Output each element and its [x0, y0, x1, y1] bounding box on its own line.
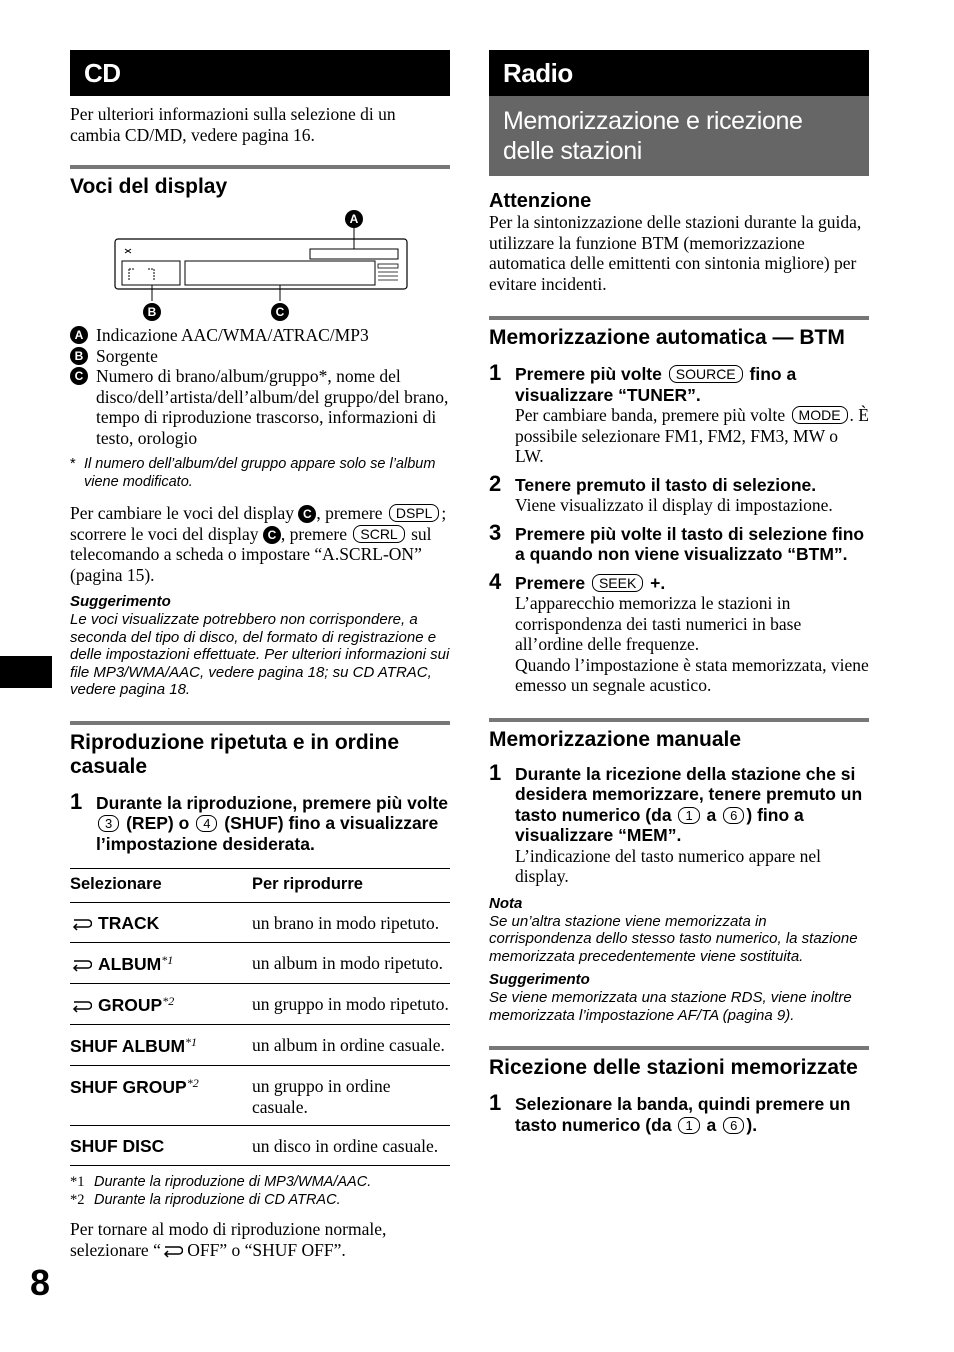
select-label: GROUP — [98, 995, 163, 1015]
footnote-mark: *1 — [70, 1174, 85, 1190]
step-number: 1 — [489, 360, 502, 385]
table-row — [70, 1126, 450, 1166]
step-heading — [515, 573, 869, 594]
callout-c: C — [271, 303, 289, 321]
auto-step-3 — [489, 519, 869, 565]
step-text: (REP) o — [126, 813, 190, 833]
play-cell: un gruppo in modo ripetuto. — [252, 984, 450, 1025]
step-body-text: . È possibile selezionare FM1, FM2, FM3, MW o LW. — [515, 405, 869, 466]
display-heading: Voci del display — [70, 165, 450, 199]
note-title: Nota — [489, 894, 523, 912]
step-heading: Tenere premuto il tasto di selezione. — [515, 474, 817, 495]
auto-step-2 — [489, 470, 869, 516]
left-column — [70, 50, 450, 1260]
step-text: Durante la ricezione della stazione che si desidera memorizzare, tenere premuto un tasto numerico (da — [515, 763, 863, 825]
step-number: 2 — [489, 470, 502, 496]
step-body: Quando l’impostazione è stata memorizzata, viene emesso un segnale acustico. — [515, 654, 869, 695]
receive-step-1 — [489, 1090, 869, 1135]
manual-step-1 — [489, 759, 869, 887]
step-text: ). — [746, 1114, 758, 1135]
mode-button-label: MODE — [792, 406, 848, 424]
manual-note — [489, 895, 869, 966]
inline-marker-c: C — [263, 526, 281, 544]
instr-text: , premere — [316, 503, 383, 523]
key-3-label: 3 — [98, 815, 119, 832]
step-heading — [515, 764, 869, 846]
footnote-ref: *1 — [185, 1035, 198, 1049]
step-body: Viene visualizzato il display di impostazione. — [515, 495, 833, 515]
repeat-icon — [70, 917, 92, 931]
page-number: 8 — [30, 1262, 51, 1303]
legend-marker: B — [70, 347, 88, 365]
legend-text: Sorgente — [96, 345, 158, 366]
repeat-icon — [161, 1244, 183, 1258]
instr-text: ; scorrere le voci del display — [70, 503, 447, 544]
repeat-closing — [70, 1219, 450, 1260]
caution-text: Per la sintonizzazione delle stazioni durante la guida, utilizzare la funzione BTM (memorizzazione automatica delle emittenti con sintonia migliore) per evitare incidenti. — [489, 212, 862, 294]
play-cell: un brano in modo ripetuto. — [252, 903, 450, 943]
closing-text: Per tornare al modo di riproduzione normale, selezionare “ — [70, 1219, 387, 1260]
step-number: 4 — [489, 568, 502, 594]
legend-marker: A — [70, 326, 88, 344]
step-text: (SHUF) fino a visualizzare l’impostazione desiderata. — [96, 813, 439, 854]
table-row — [70, 1066, 450, 1126]
scrl-button-label: SCRL — [353, 525, 404, 543]
step-text: Durante la riproduzione, premere più volte — [96, 792, 449, 813]
step-body: L’indicazione del tasto numerico appare nel display. — [515, 845, 821, 886]
footnote-ref: *2 — [186, 1076, 199, 1090]
step-heading — [96, 793, 450, 855]
legend-item — [70, 325, 450, 346]
display-footnote — [70, 456, 450, 491]
step-number: 1 — [489, 759, 502, 785]
footnote-ref: *1 — [161, 953, 174, 967]
tip-text: Le voci visualizzate potrebbero non corrispondere, a seconda del tipo di disco, del formato di registrazione e delle impostazioni effettuate. Per ulteriori informazioni sui file MP3/WMA/AAC, vedere pagina 18; su CD ATRAC, vedere pagina 18. — [70, 611, 450, 698]
step-body: L’apparecchio memorizza le stazioni in corrispondenza dei tasti numerici in base all’ordine delle frequenze. — [515, 593, 802, 654]
table-row — [70, 903, 450, 943]
select-label: SHUF DISC — [70, 1136, 165, 1156]
footnote-2 — [70, 1192, 450, 1210]
tip-title: Suggerimento — [489, 971, 590, 988]
step-heading — [515, 1094, 869, 1135]
step-number: 1 — [489, 1090, 502, 1115]
repeat-table — [70, 868, 450, 1166]
step-heading — [515, 364, 869, 405]
play-cell: un disco in ordine casuale. — [252, 1126, 450, 1166]
table-header — [70, 869, 450, 903]
step-text: +. — [650, 572, 666, 593]
tip-title: Suggerimento — [70, 593, 171, 610]
key-1-label: 1 — [678, 807, 699, 824]
footnote-mark: * — [70, 456, 76, 472]
callout-b: B — [143, 303, 161, 321]
repeat-icon — [70, 958, 92, 972]
footnote-text: Durante la riproduzione di MP3/WMA/AAC. — [94, 1174, 372, 1190]
step-text: fino a visualizzare “TUNER”. — [515, 364, 797, 405]
manual-heading: Memorizzazione manuale — [489, 718, 869, 752]
auto-heading: Memorizzazione automatica — BTM — [489, 316, 869, 350]
step-text: Premere — [515, 572, 586, 593]
col-play-header: Per riprodurre — [252, 869, 450, 903]
select-cell — [70, 943, 252, 984]
select-cell — [70, 903, 252, 943]
footnote-1 — [70, 1174, 450, 1192]
step-text: ) fino a visualizzare “MEM”. — [515, 804, 804, 845]
select-cell — [70, 984, 252, 1025]
step-body-text: Per cambiare banda, premere più volte — [515, 405, 786, 425]
step-text: Selezionare la banda, quindi premere un tasto numerico (da — [515, 1094, 851, 1135]
callout-a: A — [345, 210, 363, 228]
legend-item — [70, 366, 450, 448]
seek-button-label: SEEK — [592, 574, 643, 592]
receive-heading: Ricezione delle stazioni memorizzate — [489, 1046, 869, 1080]
table-row — [70, 984, 450, 1025]
step-text: a — [706, 804, 717, 825]
display-diagram — [70, 201, 450, 301]
select-label: SHUF GROUP — [70, 1077, 187, 1097]
col-select-header: Selezionare — [70, 869, 252, 903]
step-text: Premere più volte — [515, 364, 662, 384]
caution-title: Attenzione — [489, 190, 592, 212]
auto-step-4 — [489, 568, 869, 696]
table-row — [70, 943, 450, 984]
legend-marker: C — [70, 367, 88, 385]
radio-subtitle: Memorizzazione e ricezione delle stazioni — [489, 96, 869, 176]
select-label: TRACK — [98, 913, 160, 933]
manual-tip — [489, 971, 869, 1024]
step-number: 3 — [489, 519, 502, 545]
key-6-label: 6 — [723, 807, 744, 824]
instr-text: , premere — [280, 523, 347, 544]
instr-text: Per cambiare le voci del display — [70, 503, 295, 523]
legend-text: Numero di brano/album/gruppo*, nome del disco/dell’artista/dell’album/del gruppo/del brano, tempo di riproduzione trascorso, informazioni di testo, orologio — [96, 366, 449, 448]
display-legend — [70, 325, 450, 448]
step-text: a — [706, 1114, 717, 1135]
select-cell — [70, 1126, 252, 1166]
footnote-ref: *2 — [162, 994, 175, 1008]
closing-text: OFF” o “SHUF OFF”. — [182, 1239, 346, 1260]
display-illustration — [70, 201, 450, 319]
page-tab-marker — [0, 656, 52, 688]
inline-marker-c: C — [298, 505, 316, 523]
right-column — [489, 50, 869, 1135]
play-cell: un album in ordine casuale. — [252, 1025, 450, 1066]
dspl-button-label: DSPL — [389, 504, 440, 522]
instr-text: sul telecomando a scheda o impostare “A.SCRL-ON” (pagina 15). — [70, 523, 432, 585]
radio-section-title: Radio — [489, 50, 869, 96]
table-footnotes — [70, 1174, 450, 1209]
display-tip — [70, 593, 450, 699]
legend-item — [70, 346, 450, 367]
repeat-step-1 — [70, 788, 450, 855]
cd-section-title: CD — [70, 50, 450, 96]
select-label: ALBUM — [98, 954, 162, 974]
auto-step-1 — [489, 360, 869, 467]
note-text: Se un’altra stazione viene memorizzata in corrispondenza dello stesso tasto numerico, la stazione memorizzata precedentemente viene sostituita. — [489, 912, 858, 965]
key-1-label: 1 — [678, 1117, 699, 1134]
select-cell — [70, 1025, 252, 1066]
cd-intro: Per ulteriori informazioni sulla selezione di un cambia CD/MD, vedere pagina 16. — [70, 104, 396, 145]
tip-text: Se viene memorizzata una stazione RDS, viene inoltre memorizzata l’impostazione AF/TA (pagina 9). — [489, 989, 852, 1024]
footnote-text: Il numero dell’album/del gruppo appare solo se l’album viene modificato. — [84, 456, 436, 490]
legend-text: Indicazione AAC/WMA/ATRAC/MP3 — [96, 325, 369, 345]
footnote-text: Durante la riproduzione di CD ATRAC. — [94, 1191, 341, 1208]
repeat-heading: Riproduzione ripetuta e in ordine casuale — [70, 721, 450, 779]
play-cell: un gruppo in ordine casuale. — [252, 1066, 450, 1126]
key-6-label: 6 — [723, 1117, 744, 1134]
select-label: SHUF ALBUM — [70, 1036, 186, 1056]
key-4-label: 4 — [196, 815, 217, 832]
play-cell: un album in modo ripetuto. — [252, 943, 450, 984]
table-row — [70, 1025, 450, 1066]
step-body — [515, 405, 869, 467]
step-number: 1 — [70, 788, 83, 814]
select-cell — [70, 1066, 252, 1126]
display-instructions — [70, 503, 450, 585]
step-heading: Premere più volte il tasto di selezione fino a quando non viene visualizzato “BTM”. — [515, 523, 865, 564]
source-button-label: SOURCE — [669, 365, 743, 383]
footnote-mark: *2 — [70, 1191, 85, 1208]
repeat-icon — [70, 999, 92, 1013]
